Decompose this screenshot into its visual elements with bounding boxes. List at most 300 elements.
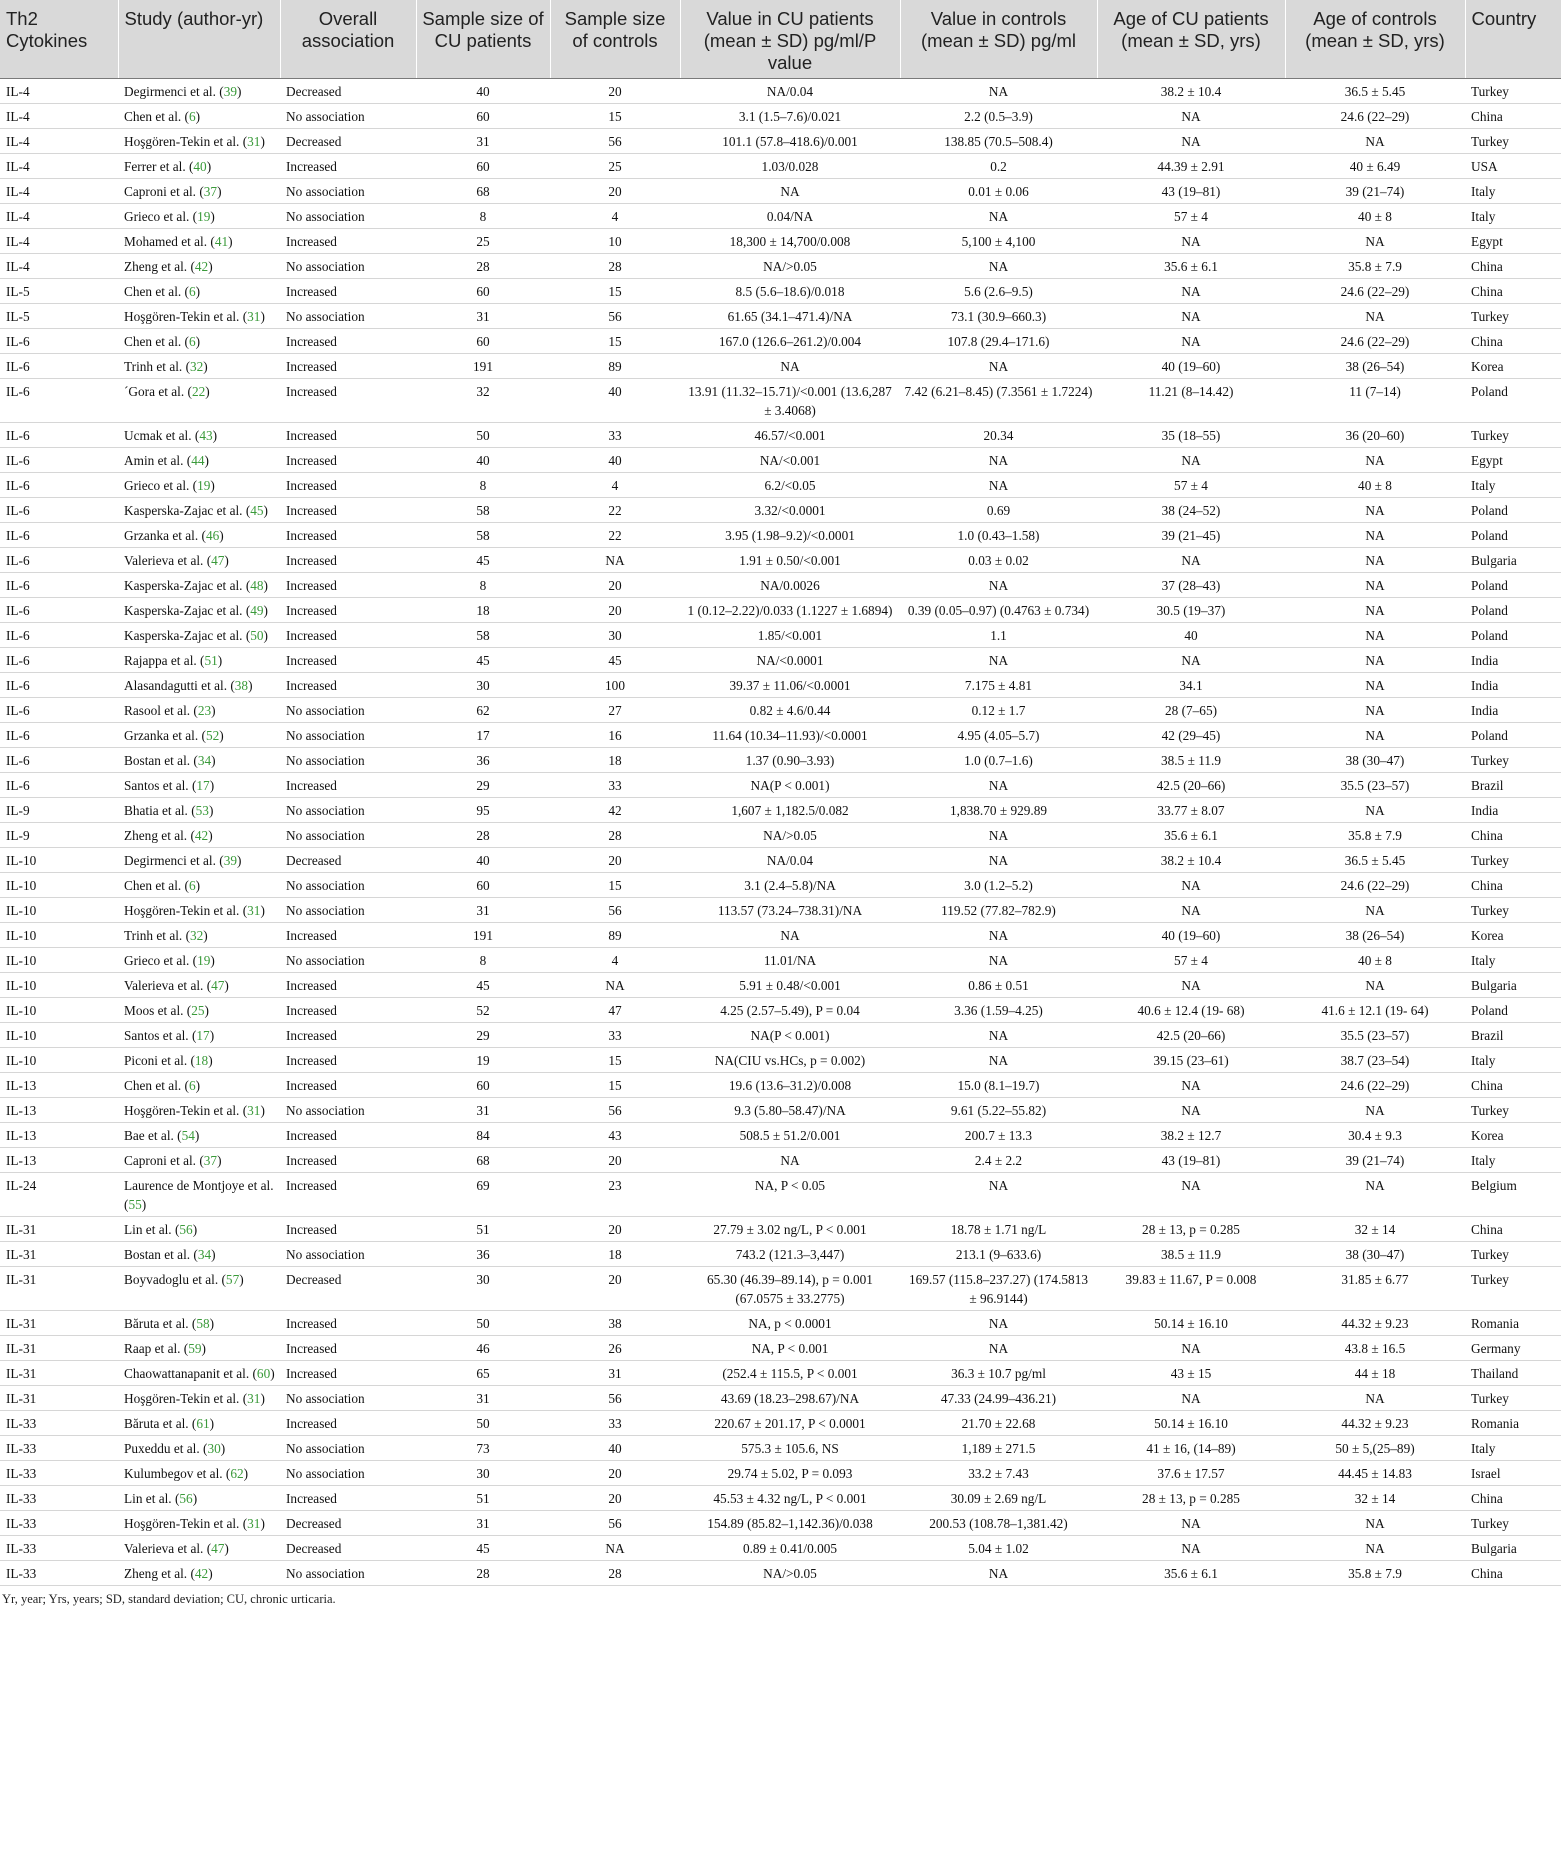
reference-link[interactable]: 22 xyxy=(191,384,206,399)
age-controls-cell: 40 ± 8 xyxy=(1285,948,1465,973)
study-author: Kasperska-Zajac et al. ( xyxy=(124,503,251,518)
reference-link[interactable]: 6 xyxy=(189,878,196,893)
table-row xyxy=(0,948,1561,973)
sample-cu-cell: 40 xyxy=(416,848,550,873)
cytokine-cell: IL-10 xyxy=(0,873,118,898)
age-controls-cell: 38 (26–54) xyxy=(1285,923,1465,948)
value-cu-cell: 9.3 (5.80–58.47)/NA xyxy=(680,1098,900,1123)
table-row xyxy=(0,1023,1561,1048)
age-cu-cell: 35.6 ± 6.1 xyxy=(1097,1561,1285,1586)
reference-link[interactable]: 40 xyxy=(193,159,207,174)
sample-controls-cell: 18 xyxy=(550,748,680,773)
reference-link[interactable]: 25 xyxy=(191,1003,205,1018)
sample-cu-cell: 40 xyxy=(416,79,550,104)
reference-link[interactable]: 19 xyxy=(197,209,211,224)
cytokine-cell: IL-10 xyxy=(0,848,118,873)
reference-link[interactable]: 23 xyxy=(197,703,212,718)
study-cell xyxy=(118,1311,280,1336)
reference-link[interactable]: 61 xyxy=(196,1416,210,1431)
table-row xyxy=(0,104,1561,129)
reference-close: ) xyxy=(270,1366,275,1381)
country-cell: Poland xyxy=(1465,998,1561,1023)
age-controls-cell: NA xyxy=(1285,523,1465,548)
value-cu-cell: NA, P < 0.05 xyxy=(680,1173,900,1217)
reference-link[interactable]: 47 xyxy=(211,1541,225,1556)
age-cu-cell: 11.21 (8–14.42) xyxy=(1097,379,1285,423)
table-row xyxy=(0,1386,1561,1411)
study-cell xyxy=(118,1411,280,1436)
age-cu-cell: 57 ± 4 xyxy=(1097,204,1285,229)
table-row xyxy=(0,129,1561,154)
reference-link[interactable]: 32 xyxy=(190,359,204,374)
sample-cu-cell: 51 xyxy=(416,1217,550,1242)
study-author: Degirmenci et al. ( xyxy=(124,84,224,99)
value-controls-cell: NA xyxy=(900,1561,1097,1586)
cytokine-cell: IL-4 xyxy=(0,154,118,179)
value-controls-cell: 119.52 (77.82–782.9) xyxy=(900,898,1097,923)
association-cell: Increased xyxy=(280,923,416,948)
value-controls-cell: NA xyxy=(900,573,1097,598)
value-cu-cell: 0.04/NA xyxy=(680,204,900,229)
table-row xyxy=(0,598,1561,623)
table-row xyxy=(0,923,1561,948)
reference-link[interactable]: 34 xyxy=(197,753,212,768)
country-cell: Turkey xyxy=(1465,1098,1561,1123)
cytokine-cell: IL-6 xyxy=(0,329,118,354)
value-cu-cell: 61.65 (34.1–471.4)/NA xyxy=(680,304,900,329)
table-row xyxy=(0,798,1561,823)
reference-link[interactable]: 18 xyxy=(194,1053,209,1068)
reference-link[interactable]: 6 xyxy=(189,334,196,349)
age-cu-cell: 44.39 ± 2.91 xyxy=(1097,154,1285,179)
value-controls-cell: NA xyxy=(900,923,1097,948)
reference-link[interactable]: 39 xyxy=(223,853,237,868)
reference-close: ) xyxy=(194,1128,200,1143)
reference-link[interactable]: 45 xyxy=(250,503,264,518)
sample-cu-cell: 50 xyxy=(416,1311,550,1336)
age-cu-cell: 38 (24–52) xyxy=(1097,498,1285,523)
study-author: Băruta et al. ( xyxy=(124,1416,197,1431)
value-controls-cell: 5,100 ± 4,100 xyxy=(900,229,1097,254)
country-cell: China xyxy=(1465,873,1561,898)
age-cu-cell: 43 (19–81) xyxy=(1097,179,1285,204)
value-controls-cell: 169.57 (115.8–237.27) (174.5813 ± 96.9144) xyxy=(900,1267,1097,1311)
sample-controls-cell: 23 xyxy=(550,1173,680,1217)
study-cell xyxy=(118,998,280,1023)
cytokine-cell: IL-6 xyxy=(0,623,118,648)
reference-link[interactable]: 50 xyxy=(250,628,264,643)
value-controls-cell: NA xyxy=(900,648,1097,673)
age-cu-cell: NA xyxy=(1097,279,1285,304)
study-cell xyxy=(118,304,280,329)
header-country: Country xyxy=(1465,0,1561,79)
cytokine-cell: IL-31 xyxy=(0,1242,118,1267)
value-controls-cell: 213.1 (9–633.6) xyxy=(900,1242,1097,1267)
cytokine-cell: IL-31 xyxy=(0,1361,118,1386)
value-controls-cell: 2.2 (0.5–3.9) xyxy=(900,104,1097,129)
age-controls-cell: 39 (21–74) xyxy=(1285,179,1465,204)
study-author: Valerieva et al. ( xyxy=(124,553,212,568)
sample-cu-cell: 45 xyxy=(416,973,550,998)
value-cu-cell: NA/>0.05 xyxy=(680,823,900,848)
header-row xyxy=(0,0,1561,79)
association-cell: No association xyxy=(280,104,416,129)
country-cell: China xyxy=(1465,254,1561,279)
sample-controls-cell: 33 xyxy=(550,1411,680,1436)
study-author: Zheng et al. ( xyxy=(124,259,195,274)
sample-controls-cell: 42 xyxy=(550,798,680,823)
study-cell xyxy=(118,923,280,948)
table-row xyxy=(0,523,1561,548)
value-controls-cell: 0.01 ± 0.06 xyxy=(900,179,1097,204)
sample-controls-cell: 30 xyxy=(550,623,680,648)
study-author: Caproni et al. ( xyxy=(124,184,204,199)
association-cell: Increased xyxy=(280,448,416,473)
study-author: Ferrer et al. ( xyxy=(124,159,194,174)
reference-link[interactable]: 41 xyxy=(214,234,229,249)
reference-link[interactable]: 31 xyxy=(247,1391,261,1406)
age-cu-cell: 28 (7–65) xyxy=(1097,698,1285,723)
study-cell xyxy=(118,448,280,473)
age-cu-cell: 40.6 ± 12.4 (19- 68) xyxy=(1097,998,1285,1023)
cytokine-cell: IL-13 xyxy=(0,1123,118,1148)
reference-link[interactable]: 46 xyxy=(205,528,220,543)
age-controls-cell: 35.5 (23–57) xyxy=(1285,773,1465,798)
country-cell: Turkey xyxy=(1465,79,1561,104)
sample-controls-cell: 20 xyxy=(550,1486,680,1511)
country-cell: USA xyxy=(1465,154,1561,179)
association-cell: No association xyxy=(280,304,416,329)
reference-link[interactable]: 37 xyxy=(203,1153,218,1168)
reference-link[interactable]: 31 xyxy=(247,1516,261,1531)
table-row xyxy=(0,548,1561,573)
country-cell: Italy xyxy=(1465,1048,1561,1073)
reference-link[interactable]: 51 xyxy=(204,653,218,668)
association-cell: Increased xyxy=(280,1023,416,1048)
sample-cu-cell: 29 xyxy=(416,773,550,798)
study-author: Chen et al. ( xyxy=(124,878,189,893)
reference-close: ) xyxy=(263,578,268,593)
sample-controls-cell: 22 xyxy=(550,523,680,548)
association-cell: No association xyxy=(280,1242,416,1267)
association-cell: No association xyxy=(280,179,416,204)
cytokine-cell: IL-31 xyxy=(0,1386,118,1411)
reference-link[interactable]: 32 xyxy=(190,928,204,943)
sample-cu-cell: 28 xyxy=(416,254,550,279)
sample-controls-cell: NA xyxy=(550,973,680,998)
reference-link[interactable]: 59 xyxy=(188,1341,202,1356)
sample-controls-cell: 56 xyxy=(550,1511,680,1536)
reference-link[interactable]: 17 xyxy=(196,1028,210,1043)
table-row xyxy=(0,448,1561,473)
study-author: Mohamed et al. ( xyxy=(124,234,215,249)
reference-link[interactable]: 31 xyxy=(247,134,261,149)
reference-link[interactable]: 58 xyxy=(196,1316,210,1331)
value-cu-cell: 8.5 (5.6–18.6)/0.018 xyxy=(680,279,900,304)
country-cell: Egypt xyxy=(1465,229,1561,254)
reference-link[interactable]: 52 xyxy=(205,728,220,743)
study-author: Grieco et al. ( xyxy=(124,478,198,493)
sample-cu-cell: 60 xyxy=(416,1073,550,1098)
sample-cu-cell: 25 xyxy=(416,229,550,254)
table-row xyxy=(0,304,1561,329)
sample-cu-cell: 60 xyxy=(416,329,550,354)
cytokine-cell: IL-4 xyxy=(0,179,118,204)
value-controls-cell: 0.12 ± 1.7 xyxy=(900,698,1097,723)
association-cell: Decreased xyxy=(280,1536,416,1561)
study-author: Chen et al. ( xyxy=(124,1078,189,1093)
reference-link[interactable]: 62 xyxy=(230,1466,244,1481)
cytokine-cell: IL-33 xyxy=(0,1436,118,1461)
study-cell xyxy=(118,523,280,548)
value-controls-cell: 1.1 xyxy=(900,623,1097,648)
table-row xyxy=(0,1217,1561,1242)
age-controls-cell: 40 ± 8 xyxy=(1285,473,1465,498)
value-cu-cell: 0.82 ± 4.6/0.44 xyxy=(680,698,900,723)
country-cell: India xyxy=(1465,673,1561,698)
cytokine-cell: IL-10 xyxy=(0,923,118,948)
reference-link[interactable]: 38 xyxy=(234,678,249,693)
sample-cu-cell: 29 xyxy=(416,1023,550,1048)
study-author: Grzanka et al. ( xyxy=(124,728,206,743)
sample-controls-cell: NA xyxy=(550,548,680,573)
age-cu-cell: 38.2 ± 10.4 xyxy=(1097,79,1285,104)
country-cell: Belgium xyxy=(1465,1173,1561,1217)
sample-controls-cell: 45 xyxy=(550,648,680,673)
value-controls-cell: NA xyxy=(900,948,1097,973)
age-cu-cell: NA xyxy=(1097,1336,1285,1361)
header-sample-cu: Sample size of CU patients xyxy=(416,0,550,79)
association-cell: Decreased xyxy=(280,848,416,873)
age-cu-cell: NA xyxy=(1097,898,1285,923)
table-row xyxy=(0,423,1561,448)
reference-link[interactable]: 49 xyxy=(250,603,264,618)
reference-link[interactable]: 37 xyxy=(203,184,218,199)
sample-cu-cell: 8 xyxy=(416,204,550,229)
reference-link[interactable]: 55 xyxy=(128,1197,142,1212)
association-cell: Increased xyxy=(280,1073,416,1098)
study-cell xyxy=(118,1511,280,1536)
sample-controls-cell: 43 xyxy=(550,1123,680,1148)
association-cell: Decreased xyxy=(280,129,416,154)
reference-link[interactable]: 56 xyxy=(179,1222,193,1237)
table-row xyxy=(0,1311,1561,1336)
sample-cu-cell: 51 xyxy=(416,1486,550,1511)
value-cu-cell: 13.91 (11.32–15.71)/<0.001 (13.6,287 ± 3.4068) xyxy=(680,379,900,423)
cytokine-cell: IL-6 xyxy=(0,423,118,448)
reference-link[interactable]: 47 xyxy=(211,978,225,993)
age-controls-cell: NA xyxy=(1285,573,1465,598)
age-controls-cell: 36 (20–60) xyxy=(1285,423,1465,448)
country-cell: Poland xyxy=(1465,523,1561,548)
age-controls-cell: NA xyxy=(1285,1386,1465,1411)
reference-link[interactable]: 42 xyxy=(194,828,209,843)
table-row xyxy=(0,254,1561,279)
age-cu-cell: 40 xyxy=(1097,623,1285,648)
study-author: Lin et al. ( xyxy=(124,1222,180,1237)
cytokine-cell: IL-13 xyxy=(0,1098,118,1123)
association-cell: No association xyxy=(280,898,416,923)
reference-link[interactable]: 31 xyxy=(247,1103,261,1118)
reference-link[interactable]: 6 xyxy=(189,284,196,299)
study-author: Hoşgören-Tekin et al. ( xyxy=(124,309,248,324)
reference-link[interactable]: 30 xyxy=(207,1441,221,1456)
age-cu-cell: 57 ± 4 xyxy=(1097,473,1285,498)
value-cu-cell: 11.64 (10.34–11.93)/<0.0001 xyxy=(680,723,900,748)
sample-controls-cell: 22 xyxy=(550,498,680,523)
value-cu-cell: 29.74 ± 5.02, P = 0.093 xyxy=(680,1461,900,1486)
association-cell: Increased xyxy=(280,548,416,573)
table-row xyxy=(0,354,1561,379)
reference-link[interactable]: 34 xyxy=(197,1247,212,1262)
cytokine-cell: IL-4 xyxy=(0,229,118,254)
study-cell xyxy=(118,973,280,998)
reference-link[interactable]: 44 xyxy=(191,453,205,468)
age-cu-cell: 42.5 (20–66) xyxy=(1097,773,1285,798)
reference-link[interactable]: 47 xyxy=(211,553,225,568)
sample-cu-cell: 62 xyxy=(416,698,550,723)
sample-controls-cell: 28 xyxy=(550,254,680,279)
value-controls-cell: 200.7 ± 13.3 xyxy=(900,1123,1097,1148)
reference-link[interactable]: 53 xyxy=(195,803,209,818)
reference-link[interactable]: 19 xyxy=(197,478,211,493)
association-cell: Increased xyxy=(280,598,416,623)
table-row xyxy=(0,673,1561,698)
age-cu-cell: 39.15 (23–61) xyxy=(1097,1048,1285,1073)
age-cu-cell: NA xyxy=(1097,1386,1285,1411)
cytokine-cell: IL-6 xyxy=(0,379,118,423)
sample-controls-cell: 56 xyxy=(550,898,680,923)
study-author: Hoşgören-Tekin et al. ( xyxy=(124,903,248,918)
country-cell: India xyxy=(1465,698,1561,723)
reference-link[interactable]: 6 xyxy=(189,1078,196,1093)
association-cell: Increased xyxy=(280,423,416,448)
age-controls-cell: NA xyxy=(1285,1173,1465,1217)
reference-close: ) xyxy=(217,184,222,199)
reference-link[interactable]: 42 xyxy=(194,1566,209,1581)
country-cell: Thailand xyxy=(1465,1361,1561,1386)
value-cu-cell: 1.91 ± 0.50/<0.001 xyxy=(680,548,900,573)
value-controls-cell: 1.0 (0.43–1.58) xyxy=(900,523,1097,548)
country-cell: Germany xyxy=(1465,1336,1561,1361)
age-controls-cell: NA xyxy=(1285,973,1465,998)
reference-link[interactable]: 31 xyxy=(247,309,261,324)
value-cu-cell: NA/<0.001 xyxy=(680,448,900,473)
age-controls-cell: 31.85 ± 6.77 xyxy=(1285,1267,1465,1311)
sample-cu-cell: 68 xyxy=(416,179,550,204)
age-controls-cell: NA xyxy=(1285,1098,1465,1123)
value-cu-cell: 45.53 ± 4.32 ng/L, P < 0.001 xyxy=(680,1486,900,1511)
reference-link[interactable]: 42 xyxy=(194,259,209,274)
cytokine-cell: IL-4 xyxy=(0,104,118,129)
header-association: Overall association xyxy=(280,0,416,79)
association-cell: No association xyxy=(280,1461,416,1486)
study-author: Chen et al. ( xyxy=(124,109,189,124)
table-body xyxy=(0,79,1561,1586)
sample-cu-cell: 52 xyxy=(416,998,550,1023)
sample-controls-cell: 15 xyxy=(550,873,680,898)
cytokine-cell: IL-6 xyxy=(0,448,118,473)
value-cu-cell: NA(CIU vs.HCs, p = 0.002) xyxy=(680,1048,900,1073)
association-cell: Increased xyxy=(280,1311,416,1336)
header-study: Study (author-yr) xyxy=(118,0,280,79)
table-row xyxy=(0,1436,1561,1461)
reference-link[interactable]: 56 xyxy=(179,1491,193,1506)
reference-link[interactable]: 6 xyxy=(189,109,196,124)
table-row xyxy=(0,1511,1561,1536)
age-controls-cell: 44.32 ± 9.23 xyxy=(1285,1311,1465,1336)
age-controls-cell: 38 (30–47) xyxy=(1285,1242,1465,1267)
reference-link[interactable]: 60 xyxy=(256,1366,271,1381)
study-author: Rajappa et al. ( xyxy=(124,653,205,668)
study-cell xyxy=(118,1561,280,1586)
reference-close: ) xyxy=(212,428,218,443)
country-cell: Turkey xyxy=(1465,1242,1561,1267)
study-cell xyxy=(118,773,280,798)
association-cell: No association xyxy=(280,1436,416,1461)
value-cu-cell: 18,300 ± 14,700/0.008 xyxy=(680,229,900,254)
reference-link[interactable]: 19 xyxy=(197,953,211,968)
age-cu-cell: 35 (18–55) xyxy=(1097,423,1285,448)
association-cell: Increased xyxy=(280,1217,416,1242)
cytokine-cell: IL-5 xyxy=(0,304,118,329)
value-cu-cell: 4.25 (2.57–5.49), P = 0.04 xyxy=(680,998,900,1023)
reference-link[interactable]: 43 xyxy=(199,428,213,443)
age-controls-cell: NA xyxy=(1285,1511,1465,1536)
value-controls-cell: 1,189 ± 271.5 xyxy=(900,1436,1097,1461)
association-cell: No association xyxy=(280,204,416,229)
header-age-cu: Age of CU patients (mean ± SD, yrs) xyxy=(1097,0,1285,79)
age-controls-cell: NA xyxy=(1285,229,1465,254)
value-controls-cell: 21.70 ± 22.68 xyxy=(900,1411,1097,1436)
sample-cu-cell: 191 xyxy=(416,923,550,948)
study-author: Kasperska-Zajac et al. ( xyxy=(124,578,251,593)
age-cu-cell: NA xyxy=(1097,329,1285,354)
age-cu-cell: 30.5 (19–37) xyxy=(1097,598,1285,623)
value-cu-cell: 743.2 (121.3–3,447) xyxy=(680,1242,900,1267)
sample-controls-cell: 31 xyxy=(550,1361,680,1386)
age-cu-cell: 28 ± 13, p = 0.285 xyxy=(1097,1217,1285,1242)
age-controls-cell: 35.8 ± 7.9 xyxy=(1285,1561,1465,1586)
reference-link[interactable]: 54 xyxy=(181,1128,195,1143)
reference-link[interactable]: 39 xyxy=(223,84,237,99)
study-cell xyxy=(118,254,280,279)
reference-link[interactable]: 17 xyxy=(196,778,210,793)
reference-close: ) xyxy=(236,853,242,868)
value-cu-cell: 3.32/<0.0001 xyxy=(680,498,900,523)
study-author: Zheng et al. ( xyxy=(124,828,195,843)
age-controls-cell: 35.8 ± 7.9 xyxy=(1285,254,1465,279)
association-cell: Increased xyxy=(280,279,416,304)
cytokine-cell: IL-6 xyxy=(0,598,118,623)
study-author: Bostan et al. ( xyxy=(124,753,198,768)
reference-link[interactable]: 48 xyxy=(250,578,264,593)
age-controls-cell: 40 ± 6.49 xyxy=(1285,154,1465,179)
value-cu-cell: NA, p < 0.0001 xyxy=(680,1311,900,1336)
study-cell xyxy=(118,1073,280,1098)
country-cell: China xyxy=(1465,279,1561,304)
value-controls-cell: 5.04 ± 1.02 xyxy=(900,1536,1097,1561)
reference-link[interactable]: 57 xyxy=(225,1272,240,1287)
age-controls-cell: NA xyxy=(1285,673,1465,698)
reference-close: ) xyxy=(217,653,223,668)
reference-link[interactable]: 31 xyxy=(247,903,261,918)
association-cell: Increased xyxy=(280,473,416,498)
age-controls-cell: 11 (7–14) xyxy=(1285,379,1465,423)
study-author: Valerieva et al. ( xyxy=(124,1541,212,1556)
study-author: Grieco et al. ( xyxy=(124,209,198,224)
value-cu-cell: 575.3 ± 105.6, NS xyxy=(680,1436,900,1461)
